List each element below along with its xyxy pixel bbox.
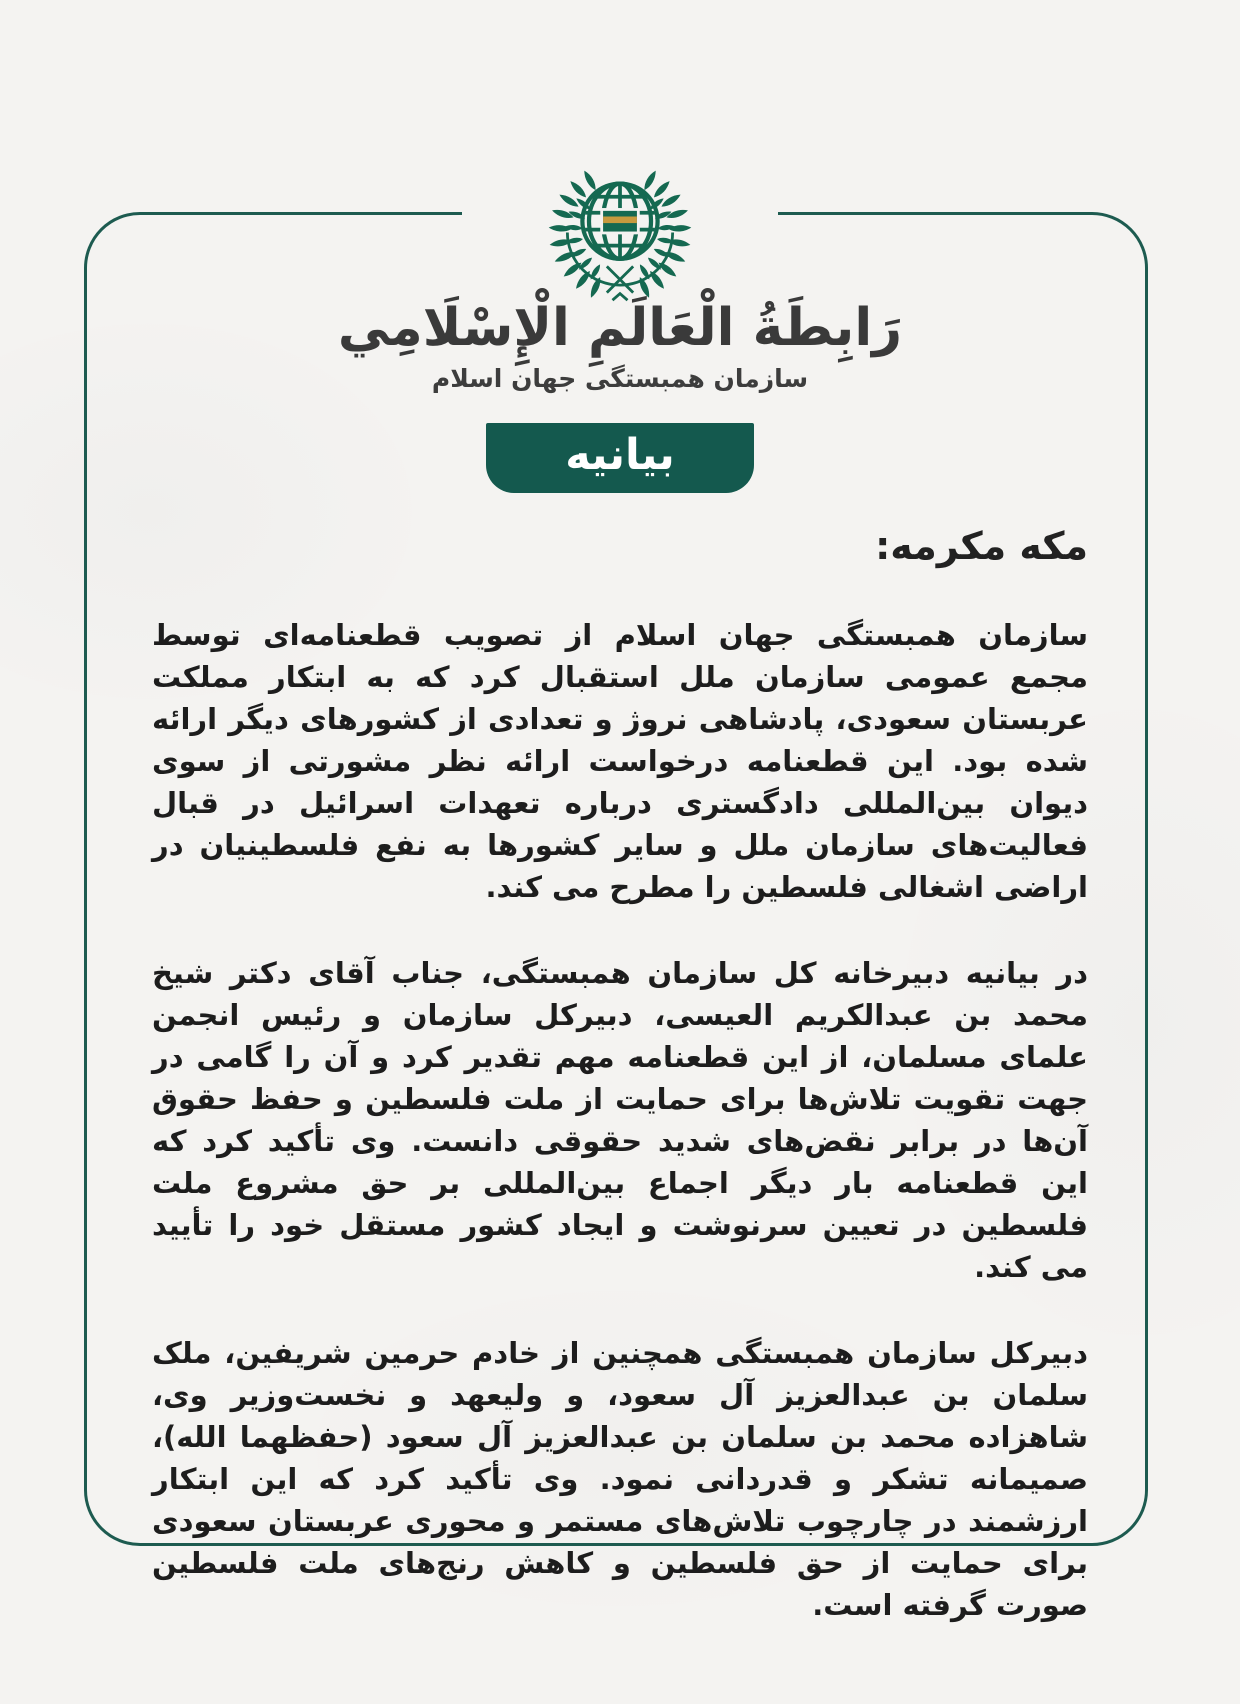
statement-banner <box>486 423 754 493</box>
statement-banner-label: بیانیه <box>565 429 675 480</box>
mwl-persian-subtitle: سازمان همبستگی جهان اسلام <box>431 364 809 393</box>
statement-paragraph-1: سازمان همبستگی جهان اسلام از تصویب قطعنامه‌ای توسط مجمع عمومی سازمان ملل استقبال کرد که به ابتکار مملکت عربستان سعودی، پادشاهی نروژ و تعدادی از کشورهای دیگر ارائه شده بود. این قطعنامه درخواست ارائه نظر مشورتی از سوی دیوان بین‌المللی دادگستری درباره تعهدات اسرائیل در قبال فعالیت‌های سازمان ملل و سایر کشورها به نفع فلسطینیان در اراضی اشغالی فلسطین را مطرح می کند. <box>152 618 1088 904</box>
statement-body <box>152 524 1088 1670</box>
dateline-heading: مکه مکرمه: <box>875 524 1088 568</box>
statement-paragraph-2: در بیانیه دبیرخانه کل سازمان همبستگی، جناب آقای دکتر شیخ محمد بن عبدالکریم العیسی، دبیرکل سازمان و رئیس انجمن علمای مسلمان، از این قطعنامه مهم تقدیر کرد و آن را گامی در جهت تقویت تلاش‌ها برای حمایت از ملت فلسطین و حفظ حقوق آن‌ها در برابر نقض‌های شدید حقوقی دانست. وی تأکید کرد که این قطعنامه بار دیگر اجماع بین‌المللی بر حق مشروع ملت فلسطین در تعیین سرنوشت و ایجاد کشور مستقل خود را تأیید می کند. <box>152 956 1088 1284</box>
statement-paragraph-3: دبیرکل سازمان همبستگی همچنین از خادم حرمین شریفین، ملک سلمان بن عبدالعزیز آل سعود، و ولیعهد و نخست‌وزیر وی، شاهزاده محمد بن سلمان بن عبدالعزیز آل سعود (حفظهما الله)، صمیمانه تشکر و قدردانی نمود. وی تأکید کرد که این ابتکار ارزشمند در چارچوب تلاش‌های مستمر و محوری عربستان سعودی برای حمایت از حق فلسطین و کاهش رنج‌های ملت فلسطین صورت گرفته است. <box>152 1336 1088 1622</box>
mwl-arabic-wordmark: رَابِطَةُ الْعَالَمِ الْإِسْلَامِي <box>337 298 903 358</box>
